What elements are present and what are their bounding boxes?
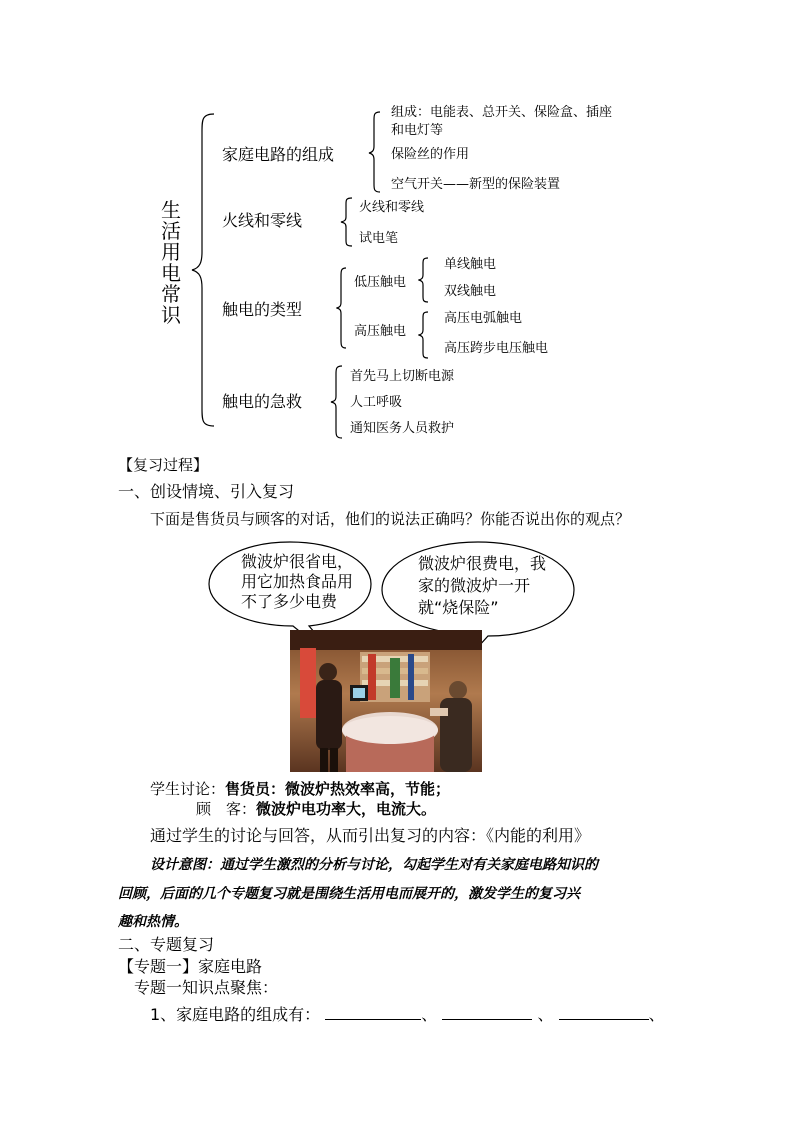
first-aid-item: 通知医务人员救护 <box>350 421 455 436</box>
home-circuit-item: 组成：电能表、总开关、保险盒、插座 <box>391 105 613 120</box>
bubble-left-line: 不了多少电费 <box>241 592 338 611</box>
design-intent-line: 回顾，后面的几个专题复习就是围绕生活用电而展开的，激发学生的复习兴 <box>118 886 580 902</box>
node-live-neutral: 火线和零线 <box>222 211 303 230</box>
store-photo <box>290 630 482 772</box>
high-voltage-item: 高压跨步电压触电 <box>444 341 549 356</box>
low-voltage-label: 低压触电 <box>354 275 407 290</box>
answer-blank-2[interactable] <box>442 1005 532 1020</box>
answer-blank-3[interactable] <box>559 1005 649 1020</box>
brace-shock-types <box>336 266 348 350</box>
bubble-right-line: 家的微波炉一开 <box>418 576 531 595</box>
low-voltage-item: 单线触电 <box>444 257 497 272</box>
bubble-left-line: 微波炉很省电， <box>241 552 354 571</box>
live-neutral-item: 试电笔 <box>359 231 399 246</box>
topic-1-heading: 【专题一】家庭电路 <box>118 957 263 976</box>
first-aid-item: 首先马上切断电源 <box>350 369 455 384</box>
discussion-label: 学生讨论： <box>150 780 226 798</box>
review-heading: 【复习过程】 <box>118 456 209 474</box>
bubble-right-line: 微波炉很费电，我 <box>418 554 547 573</box>
brace-live-neutral <box>340 196 354 248</box>
first-aid-item: 人工呼吸 <box>350 395 403 410</box>
node-first-aid: 触电的急救 <box>222 392 303 411</box>
topic-1-subheading: 专题一知识点聚焦： <box>134 978 279 997</box>
brace-low-voltage <box>418 256 430 304</box>
high-voltage-label: 高压触电 <box>354 324 407 339</box>
separator: 、 <box>648 1005 665 1024</box>
discussion-salesperson: 售货员：微波炉热效率高，节能； <box>225 780 451 798</box>
fill-in-item-1 <box>150 1005 665 1024</box>
answer-blank-1[interactable] <box>325 1005 421 1020</box>
live-neutral-item: 火线和零线 <box>359 200 425 215</box>
bubble-right-line: 就“烧保险” <box>418 598 499 617</box>
brace-home-circuit <box>368 110 382 194</box>
discussion-customer-label: 顾 客： <box>196 800 257 818</box>
separator: 、 <box>421 1005 438 1024</box>
home-circuit-item: 和电灯等 <box>391 123 444 138</box>
intro-text: 通过学生的讨论与回答，从而引出复习的内容：《内能的利用》 <box>150 826 591 845</box>
design-intent-line: 趣和热情。 <box>118 914 188 930</box>
main-brace <box>190 112 218 428</box>
bubble-left-line: 用它加热食品用 <box>241 572 354 591</box>
question-text: 下面是售货员与顾客的对话，他们的说法正确吗？你能否说出你的观点？ <box>150 510 631 528</box>
discussion-line-1 <box>150 781 450 798</box>
node-shock-types: 触电的类型 <box>222 300 303 319</box>
item-1-prefix: 1、家庭电路的组成有： <box>150 1005 321 1024</box>
mindmap-title: 生活用电常识 <box>161 198 181 327</box>
brace-high-voltage <box>418 310 430 360</box>
design-intent-line: 设计意图：通过学生激烈的分析与讨论，勾起学生对有关家庭电路知识的 <box>150 857 598 873</box>
brace-first-aid <box>330 364 344 440</box>
section-1-heading: 一、创设情境、引入复习 <box>118 482 295 501</box>
discussion-customer: 微波炉电功率大，电流大。 <box>256 800 437 818</box>
discussion-line-2 <box>196 801 436 818</box>
node-home-circuit: 家庭电路的组成 <box>222 145 335 164</box>
home-circuit-item: 保险丝的作用 <box>391 147 470 162</box>
high-voltage-item: 高压电弧触电 <box>444 311 523 326</box>
home-circuit-item: 空气开关——新型的保险装置 <box>391 177 561 192</box>
section-2-heading: 二、专题复习 <box>118 935 215 954</box>
low-voltage-item: 双线触电 <box>444 284 497 299</box>
separator: 、 <box>537 1005 554 1024</box>
